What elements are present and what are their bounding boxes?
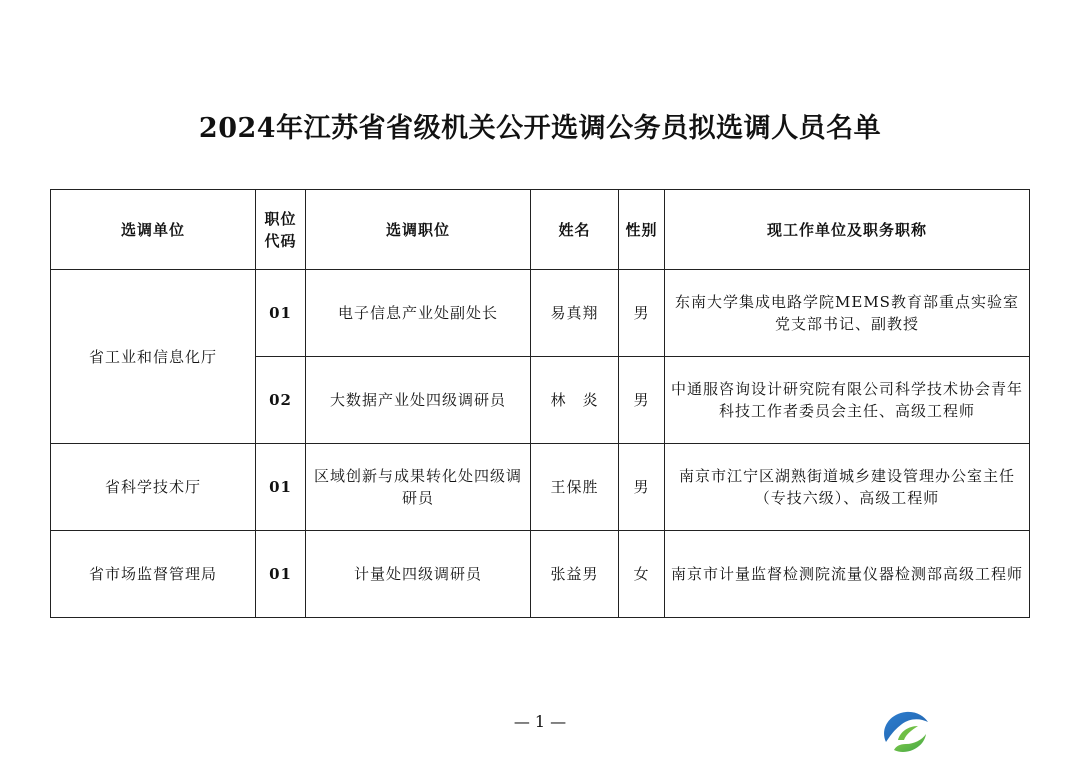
cell-current: 中通服咨询设计研究院有限公司科学技术协会青年科技工作者委员会主任、高级工程师: [665, 357, 1030, 444]
table-header-row: [51, 190, 1030, 270]
document-title: 2024年江苏省省级机关公开选调公务员拟选调人员名单: [198, 113, 882, 144]
cell-position: 计量处四级调研员: [306, 531, 531, 618]
header-code-line2: 代码: [264, 231, 297, 250]
cell-name: 林 炎: [531, 357, 619, 444]
cell-position: 大数据产业处四级调研员: [306, 357, 531, 444]
publisher-logo-icon: [876, 706, 932, 758]
cell-gender: 女: [619, 531, 665, 618]
cell-position: 电子信息产业处副处长: [306, 270, 531, 357]
cell-unit: 省市场监督管理局: [51, 531, 256, 618]
cell-code: 01: [256, 444, 306, 531]
header-name: 姓名: [531, 190, 619, 270]
table-row: [51, 444, 1030, 531]
cell-position: 区域创新与成果转化处四级调研员: [306, 444, 531, 531]
header-unit: 选调单位: [51, 190, 256, 270]
cell-code: 02: [256, 357, 306, 444]
cell-gender: 男: [619, 270, 665, 357]
cell-gender: 男: [619, 357, 665, 444]
table-row: [51, 531, 1030, 618]
header-code: [256, 190, 306, 270]
header-gender: 性别: [619, 190, 665, 270]
cell-current: 东南大学集成电路学院MEMS教育部重点实验室党支部书记、副教授: [665, 270, 1030, 357]
cell-unit: 省科学技术厅: [51, 444, 256, 531]
cell-current: 南京市计量监督检测院流量仪器检测部高级工程师: [665, 531, 1030, 618]
cell-name: 张益男: [531, 531, 619, 618]
personnel-table: [50, 189, 1030, 618]
table-row: [51, 270, 1030, 357]
cell-code: 01: [256, 531, 306, 618]
cell-unit: 省工业和信息化厅: [51, 270, 256, 444]
page-number: — 1 —: [513, 712, 567, 731]
cell-gender: 男: [619, 444, 665, 531]
cell-name: 易真翔: [531, 270, 619, 357]
cell-current: 南京市江宁区湖熟街道城乡建设管理办公室主任（专技六级）、高级工程师: [665, 444, 1030, 531]
header-current: 现工作单位及职务职称: [665, 190, 1030, 270]
cell-name: 王保胜: [531, 444, 619, 531]
header-position: 选调职位: [306, 190, 531, 270]
header-code-line1: 职位: [264, 209, 297, 228]
cell-code: 01: [256, 270, 306, 357]
